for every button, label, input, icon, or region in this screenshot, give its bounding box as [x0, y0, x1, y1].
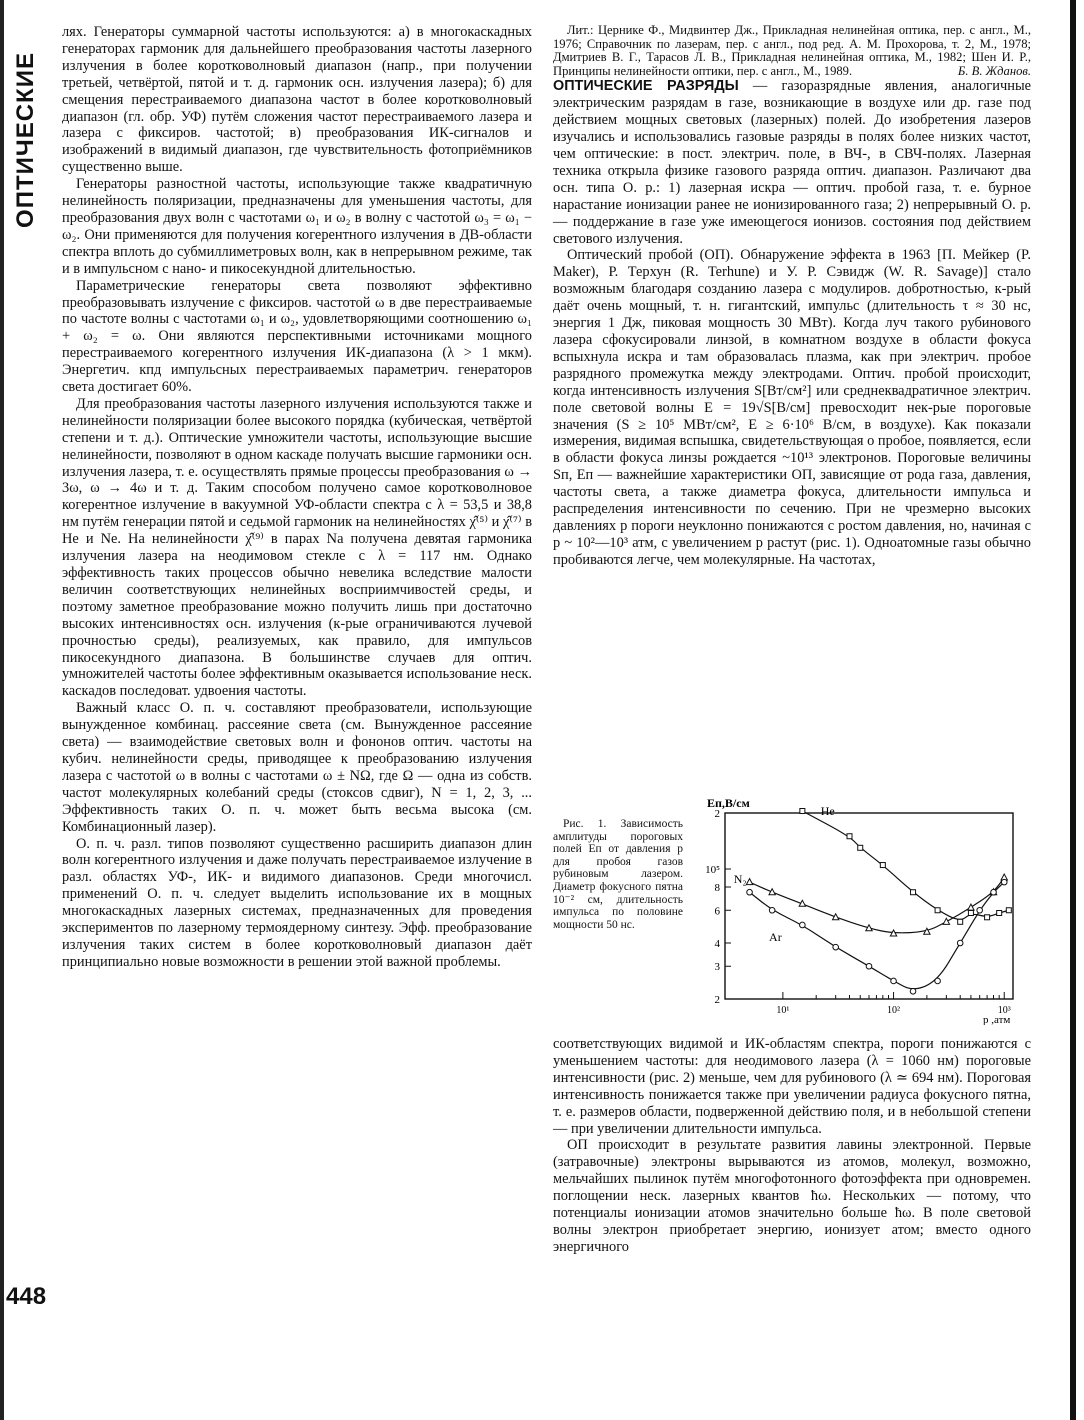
right-column — [553, 24, 1031, 569]
data-point — [985, 915, 990, 920]
x-tick-label: 10³ — [997, 1005, 1011, 1016]
series-label: N₂ — [733, 872, 747, 887]
x-tick-label: 10¹ — [776, 1005, 790, 1016]
data-point — [858, 845, 863, 850]
data-point — [977, 907, 983, 913]
references — [553, 24, 1031, 78]
page-number: 448 — [6, 1283, 47, 1310]
data-point — [769, 907, 775, 913]
y-tick-label: 6 — [714, 905, 720, 918]
data-point — [1001, 879, 1007, 885]
chart-axes — [705, 808, 1013, 1016]
chart-xlabel: p ,атм — [983, 1014, 1011, 1025]
scan-left-edge — [0, 0, 4, 1420]
left-column — [62, 24, 532, 971]
article-intro — [553, 78, 1031, 247]
paragraph: соответствующих видимой и ИК-областям спектра, пороги понижаются с уменьшением частоты: для неодимового лазера (λ = 1060 нм) пороговые интенсивности (рис. 2) меньше, чем для рубинового (λ ≃ 694 нм). Пороговая интенсивность понижается также при увеличении радиуса фокусного пятна, т. е. размеров области, подверженной действию поля, и в небольшой степени — при увеличении длительности импульса. — [553, 1036, 1031, 1137]
data-point — [910, 989, 916, 995]
section-header — [8, 40, 44, 240]
data-point — [935, 978, 941, 984]
y-tick-label: 2 — [714, 994, 720, 1006]
references-text: Лит.: Цернике Ф., Мидвинтер Дж., Прикладная нелинейная оптика, пер. с англ., М., 1976; Справочник по лазерам, пер. с англ., под ред. А. М. Прохорова, т. 2, М., 1978; Дмитриев В. Г., Тарасов Л. В., Прикладная нелинейная оптика, М., 1982; Шен И. Р., Принципы нелинейности оптики, пер. с англ., М., 1989. — [553, 23, 1031, 78]
data-point — [880, 863, 885, 868]
threshold-field-chart — [695, 793, 1035, 1025]
chart-marks — [746, 809, 1011, 995]
data-point — [935, 908, 940, 913]
article-intro-text: — газоразрядные явления, аналогичные электрическим разрядам в газе, возникающие в воздухе или др. газе под действием мощных световых (лазерных) полей. До изобретения лазеров изучались и использовались газовые разряды в полях более низких частот, чем оптические: в пост. электрич. поле, в ВЧ-, в СВЧ-полях. Лазерная техника открыла физике газового разряда оптич. диапазон. Различают два осн. типа О. р.: 1) лазерная искра — оптич. пробой газа, т. е. бурное нарастание ионизации ранее не ионизированного газа; 2) непрерывный О. р. — поддержание в газе уже имеющегося ионизов. состояния под действием светового излучения. — [553, 78, 1032, 247]
figure-caption — [553, 818, 683, 931]
paragraph: Оптический пробой (ОП). Обнаружение эффекта в 1963 [П. Мейкер (P. Maker), Р. Терхун (R. Terhune) и У. Р. Сэвидж (W. R. Savage)] стало возможным благодаря созданию лазера с модулиров. добротностью, к-рый даёт очень мощный, т. н. гигантский, импульс (длительность τ ≈ 30 нс, энергия 1 Дж, пиковая мощность 30 МВт). Когда луч такого рубинового лазера сфокусировали линзой, в комнатном воздухе в области фокуса вспыхнула искра и там образовалась плазма, как при электрич. пробое разрядного промежутка между электродами. Оптич. пробой происходит, когда интенсивность излучения S[Вт/см²] или среднеквадратичное электрич. поле световой волны E = 19√S[В/см] превосходит нек-рые пороговые значения (S ≥ 10⁵ МВт/см², E ≥ 6·10⁶ В/см, в воздухе). Как показали измерения, видимая вспышка, свидетельствующая о пробое, появляется, если в области фокуса линзы рождается ~10¹³ электронов. Пороговые величины Sп, Eп — важнейшие характеристики ОП, зависящие от рода газа, давления, частоты света, а также диаметра фокуса, длительности импульса и распределения интенсивности по сечению. При не чрезмерно высоких давлениях p пороги неуклонно понижаются с ростом давления, но, начиная с p ~ 10²—10³ атм, с увеличением p растут (рис. 1). Одноатомные газы обычно пробиваются легче, чем молекулярные. На частотах, — [553, 247, 1032, 568]
data-point — [800, 922, 806, 928]
article-headword: ОПТИЧЕСКИЕ РАЗРЯДЫ — [553, 78, 739, 95]
chart-series-labels — [734, 804, 835, 944]
data-point — [991, 889, 997, 895]
data-point — [968, 904, 974, 910]
y-tick-label: 4 — [714, 938, 720, 951]
references-author: Б. В. Жданов. — [957, 63, 1031, 78]
paragraph: Важный класс О. п. ч. составляют преобразователи, использующие вынужденное комбинац. рассеяние света (см. Вынужденное рассеяние света) — взаимодействие световых волн и фононов оптич. частоты на кубич. нелинейности среды, приводящее к преобразованию излучения лазера с частотой ω в волны с частотами ω ± NΩ, где Ω — одна из собств. частот молекулярных колебаний среды (стоксов сдвиг), N = 1, 2, 3, ... Эффективность таких О. п. ч. может быть весьма высока (см. Комбинационный лазер). — [62, 700, 532, 835]
chart-ylabel: Eп,В/см — [707, 796, 750, 810]
paragraph: лях. Генераторы суммарной частоты используются: а) в многокаскадных генераторах гармоник для дальнейшего преобразования частоты лазерного излучения в более коротковолновый диапазон (напр., при получении третьей, четвёртой, пятой и т. д. гармоник осн. излучения лазера); б) для смещения перестраиваемого диапазона частот в более коротковолновый диапазон (гл. обр. УФ) путём сложения частот перестраиваемого лазера и лазера с фиксиров. частотой; в) преобразования ИК-сигналов и изображений в видимый диапазон, где чувствительность фотоприёмников существенно выше. — [62, 24, 532, 176]
y-tick-label: 10⁵ — [705, 863, 720, 876]
y-tick-label: 2 — [714, 808, 720, 820]
data-point — [832, 914, 838, 920]
data-point — [847, 834, 852, 839]
y-tick-label: 3 — [714, 961, 720, 974]
series-label: Ar — [769, 930, 782, 945]
paragraph: Для преобразования частоты лазерного излучения используются также и нелинейности поляризации более высокого порядка (кубическая, четвёртой степени и т. д.). Оптические умножители частоты, использующие высшие нелинейности, позволяют в одном каскаде получать высшие гармоники осн. излучения лазера, т. е. осуществлять прямые процессы преобразования ω → 3ω, ω → 4ω и т. д. Таким способом получено самое коротковолновое когерентное излучение в вакуумной УФ-области спектра с λ = 53,5 и 38,8 нм путём генерации пятой и седьмой гармоник на нелинейностях χ̂⁽⁵⁾ и χ̂⁽⁷⁾ в He и Ne. На нелинейности χ̂⁽⁹⁾ в парах Na получена девятая гармоника излучения лазера на неодимовом стекле с λ = 117 нм. Однако эффективность таких процессов обычно невелика вследствие малости величин соответствующих нелинейных восприимчивостей среды, и поэтому заметное преобразование можно получить лишь при достаточно высоких интенсивностях осн. излучения (к-рые ограничиваются лучевой прочностью среды), реализуемых, как правило, для импульсов пикосекундного диапазона. В большинстве случаев для оптич. умножителей частоты более эффективным оказывается использование неск. каскадов последоват. удвоения частоты. — [62, 395, 532, 700]
series-curve-triangle — [750, 878, 1005, 933]
scan-right-edge — [1070, 0, 1076, 1420]
data-point — [968, 910, 973, 915]
data-point — [1006, 908, 1011, 913]
data-point — [943, 918, 949, 924]
data-point — [957, 940, 963, 946]
data-point — [746, 879, 752, 885]
series-label: He — [820, 804, 835, 819]
x-tick-label: 10² — [887, 1005, 901, 1016]
data-point — [800, 809, 805, 814]
data-point — [833, 944, 839, 950]
paragraph: ОП происходит в результате развития лавины электронной. Первые (затравочные) электроны вырываются из атомов, молекул, возможно, мельчайших пылинок путём многофотонного фотоэффекта при одновремен. поглощении неск. лазерных квантов ħω. Нескольких — потому, что потенциалы ионизации атомов значительно больше ħω. В поле световой волны электрон приобретает энергию, ионизует атом; вместо одного энергичного — [553, 1137, 1031, 1255]
data-point — [958, 919, 963, 924]
data-point — [997, 910, 1002, 915]
data-point — [747, 889, 753, 895]
paragraph: Генераторы разностной частоты, использующие также квадратичную нелинейность поляризации, предназначены для уменьшения частоты, для преобразования двух волн с частотами ω₁ и ω₂ в волну с частотой ω₃ = ω₁ − ω₂. Они применяются для получения когерентного излучения в ДВ-области спектра вплоть до субмиллиметровых волн, как в непрерывном режиме, так и в импульсном с нано- и пикосекундной длительностью. — [62, 176, 532, 277]
section-title: ОПТИЧЕСКИЕ — [12, 52, 39, 228]
data-point — [866, 963, 872, 969]
paragraph: О. п. ч. разл. типов позволяют существенно расширить диапазон длин волн когерентного излучения и даже получать перестраиваемое излучение в разл. областях УФ-, ИК- и видимого диапазонов. Среди многочисл. применений О. п. ч. следует выделить использование их в мощных многокаскадных лазерных системах, предназначенных для проведения экспериментов по лазерному термоядерному синтезу. Эфф. преобразование излучения таких систем в более коротковолновый диапазон даёт принципиально новые возможности в решении этой важной проблемы. — [62, 835, 532, 970]
y-tick-label: 8 — [714, 882, 720, 895]
paragraph: Параметрические генераторы света позволяют эффективно преобразовывать излучение с фиксиров. частотой ω в две перестраиваемые по частоте волны с частотами ω₁ и ω₂, удовлетворяющими соотношению ω₁ + ω₂ = ω. Они являются перспективными источниками мощного перестраиваемого когерентного излучения ИК-диапазона (λ > 1 мкм). Энергетич. кпд импульсных перестраиваемых параметрич. генераторов света достигает 60%. — [62, 277, 532, 396]
figure-caption-text: Рис. 1. Зависимость амплитуды пороговых полей Eп от давления p для пробоя газов рубиновым лазером. Диаметр фокусного пятна 10⁻² см, длительность импульса по половине мощности 50 нс. — [553, 818, 683, 931]
chart-curves — [750, 811, 1009, 989]
data-point — [891, 978, 897, 984]
data-point — [911, 890, 916, 895]
right-column-lower — [553, 1036, 1031, 1256]
